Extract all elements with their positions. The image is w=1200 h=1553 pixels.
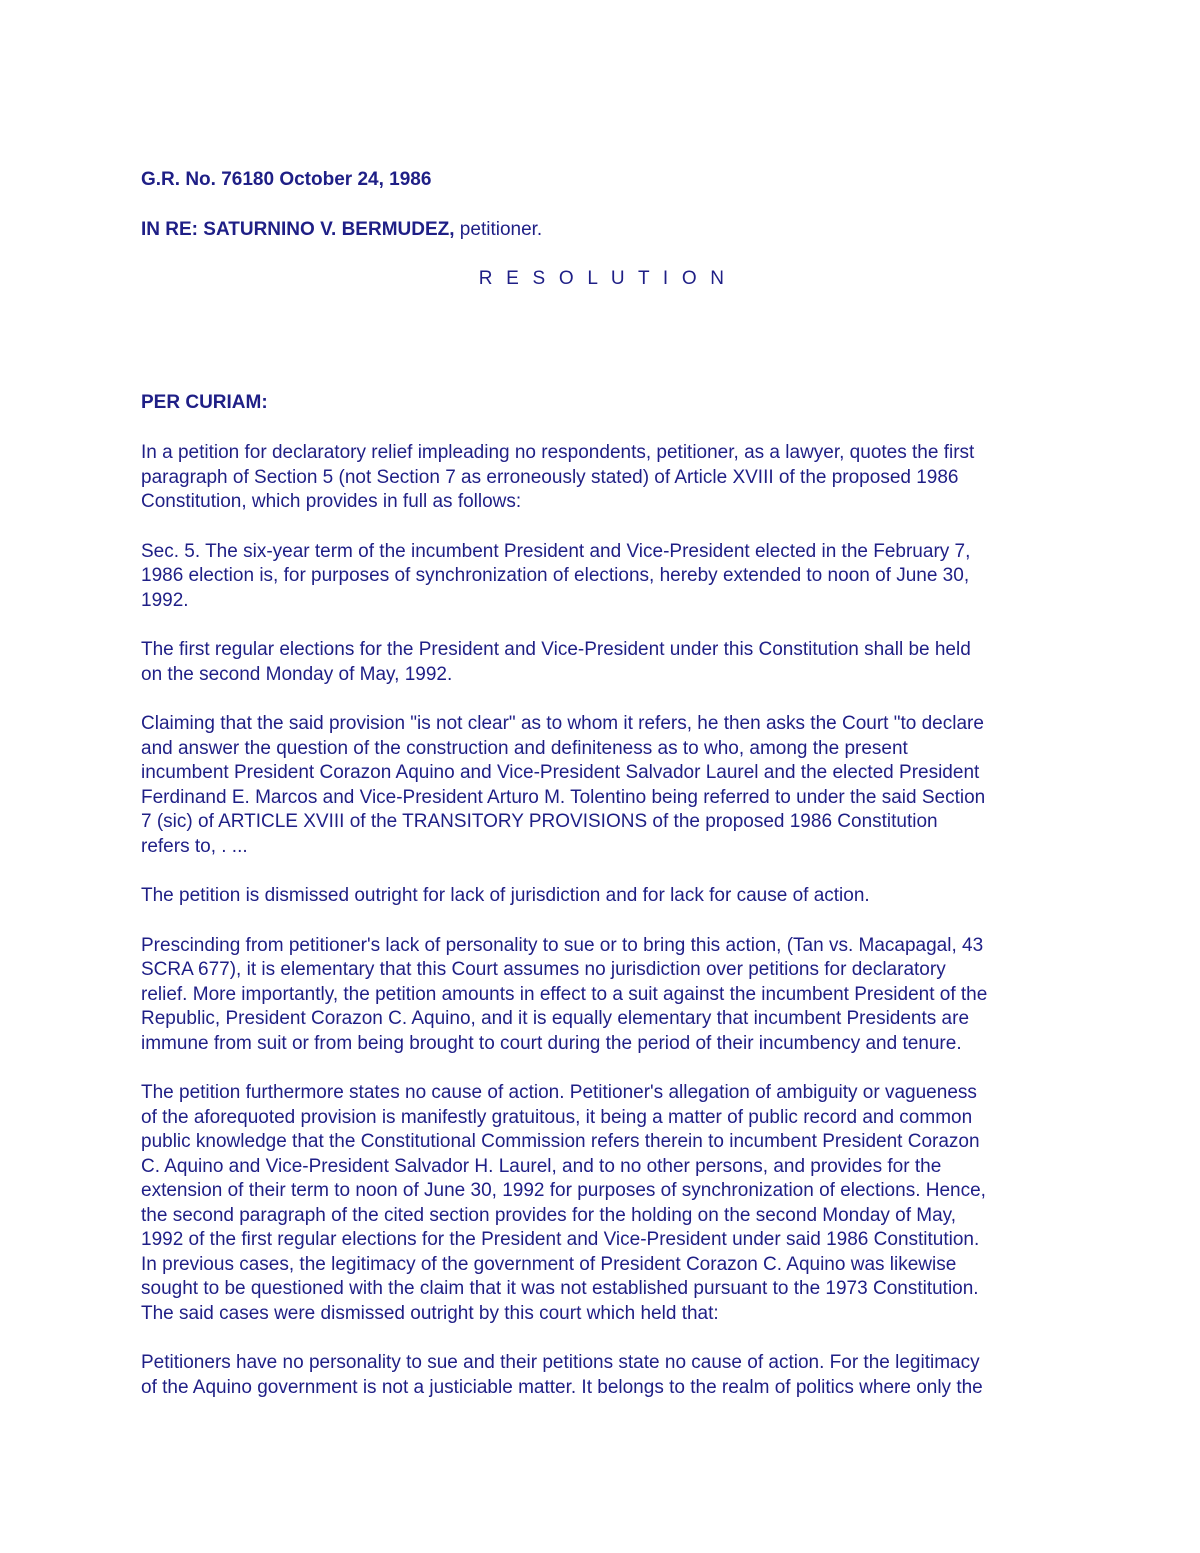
- paragraph-line: 7 (sic) of ARTICLE XVIII of the TRANSITORY PROVISIONS of the proposed 1986 Constitution: [141, 811, 938, 832]
- paragraph-line: SCRA 677), it is elementary that this Court assumes no jurisdiction over petitions for declaratory: [141, 959, 946, 980]
- case-caption-role: petitioner.: [454, 219, 543, 240]
- paragraph-line: The said cases were dismissed outright by this court which held that:: [141, 1302, 719, 1324]
- paragraph-line: Republic, President Corazon C. Aquino, and it is equally elementary that incumbent Presidents are: [141, 1008, 970, 1029]
- case-caption: [141, 218, 1066, 242]
- paragraph-line: 1992 of the first regular elections for the President and Vice-President under said 1986 Constitution.: [141, 1229, 980, 1250]
- per-curiam-heading: PER CURIAM:: [141, 392, 268, 413]
- case-number-title: G.R. No. 76180 October 24, 1986: [141, 169, 432, 190]
- paragraph-line: C. Aquino and Vice-President Salvador H. Laurel, and to no other persons, and provides for the: [141, 1155, 942, 1177]
- body-paragraph: [141, 1081, 1066, 1326]
- body-paragraph: [141, 441, 1066, 515]
- spacer: [141, 192, 1066, 218]
- paragraph-line: The first regular elections for the President and Vice-President under this Constitution shall be held: [141, 639, 971, 660]
- paragraph-line: Petitioners have no personality to sue and their petitions state no cause of action. For the legitimacy: [141, 1352, 980, 1373]
- paragraph-spacer: [141, 1326, 1066, 1351]
- body-paragraph: [141, 638, 1066, 687]
- paragraph-line: Prescinding from petitioner's lack of personality to sue or to bring this action, (Tan vs. Macapagal, 43: [141, 934, 984, 956]
- body-paragraph: [141, 540, 1066, 614]
- paragraph-line: relief. More importantly, the petition amounts in effect to a suit against the incumbent President of the: [141, 983, 988, 1005]
- paragraph-line: Sec. 5. The six-year term of the incumbent President and Vice-President elected in the February 7,: [141, 540, 971, 562]
- resolution-heading: R E S O L U T I O N: [478, 268, 729, 289]
- paragraph-line: extension of their term to noon of June 30, 1992 for purposes of synchronization of elections. Hence,: [141, 1180, 986, 1201]
- paragraph-line: refers to, . ...: [141, 835, 248, 857]
- paragraph-line: of the aforequoted provision is manifestly gratuitous, it being a matter of public record and common: [141, 1106, 973, 1128]
- paragraph-line: and answer the question of the construction and definiteness as to who, among the present: [141, 737, 908, 759]
- body-paragraph: [141, 884, 1066, 909]
- paragraph-line: The petition furthermore states no cause of action. Petitioner's allegation of ambiguity or vagueness: [141, 1082, 977, 1103]
- spacer: [141, 415, 1066, 441]
- paragraph-line: paragraph of Section 5 (not Section 7 as erroneously stated) of Article XVIII of the proposed 1986: [141, 466, 959, 488]
- paragraph-line: public knowledge that the Constitutional Commission refers therein to incumbent President Corazon: [141, 1131, 980, 1152]
- body-paragraph: [141, 712, 1066, 859]
- spacer: [141, 242, 1066, 267]
- paragraph-spacer: [141, 859, 1066, 884]
- spacer: [141, 291, 1066, 391]
- paragraph-line: In a petition for declaratory relief impleading no respondents, petitioner, as a lawyer, quotes the first: [141, 442, 975, 463]
- paragraph-line: incumbent President Corazon Aquino and Vice-President Salvador Laurel and the elected President: [141, 762, 980, 783]
- paragraph-spacer: [141, 687, 1066, 712]
- paragraph-line: Ferdinand E. Marcos and Vice-President Arturo M. Tolentino being referred to under the said Section: [141, 786, 986, 808]
- paragraph-line: In previous cases, the legitimacy of the government of President Corazon C. Aquino was likewise: [141, 1253, 957, 1275]
- paragraph-line: on the second Monday of May, 1992.: [141, 663, 453, 685]
- paragraph-line: immune from suit or from being brought to court during the period of their incumbency and tenure.: [141, 1032, 962, 1054]
- paragraph-line: of the Aquino government is not a justiciable matter. It belongs to the realm of politics where only the: [141, 1376, 983, 1398]
- paragraph-line: sought to be questioned with the claim that it was not established pursuant to the 1973 Constitution.: [141, 1278, 979, 1299]
- paragraph-spacer: [141, 1056, 1066, 1081]
- paragraph-line: Constitution, which provides in full as follows:: [141, 491, 522, 512]
- paragraph-line: The petition is dismissed outright for lack of jurisdiction and for lack for cause of action.: [141, 885, 870, 906]
- paragraph-spacer: [141, 909, 1066, 934]
- body-paragraph: [141, 1351, 1066, 1400]
- paragraph-line: the second paragraph of the cited section provides for the holding on the second Monday of May,: [141, 1204, 957, 1226]
- paragraph-spacer: [141, 515, 1066, 540]
- paragraph-line: 1986 election is, for purposes of synchronization of elections, hereby extended to noon of June 30,: [141, 565, 970, 586]
- paragraph-spacer: [141, 613, 1066, 638]
- case-caption-party: IN RE: SATURNINO V. BERMUDEZ,: [141, 219, 455, 240]
- paragraph-line: 1992.: [141, 589, 189, 611]
- body-text: [141, 441, 1066, 1400]
- body-paragraph: [141, 934, 1066, 1057]
- paragraph-line: Claiming that the said provision "is not clear" as to whom it refers, he then asks the Court "to declare: [141, 713, 984, 734]
- document-page: [141, 168, 1066, 1400]
